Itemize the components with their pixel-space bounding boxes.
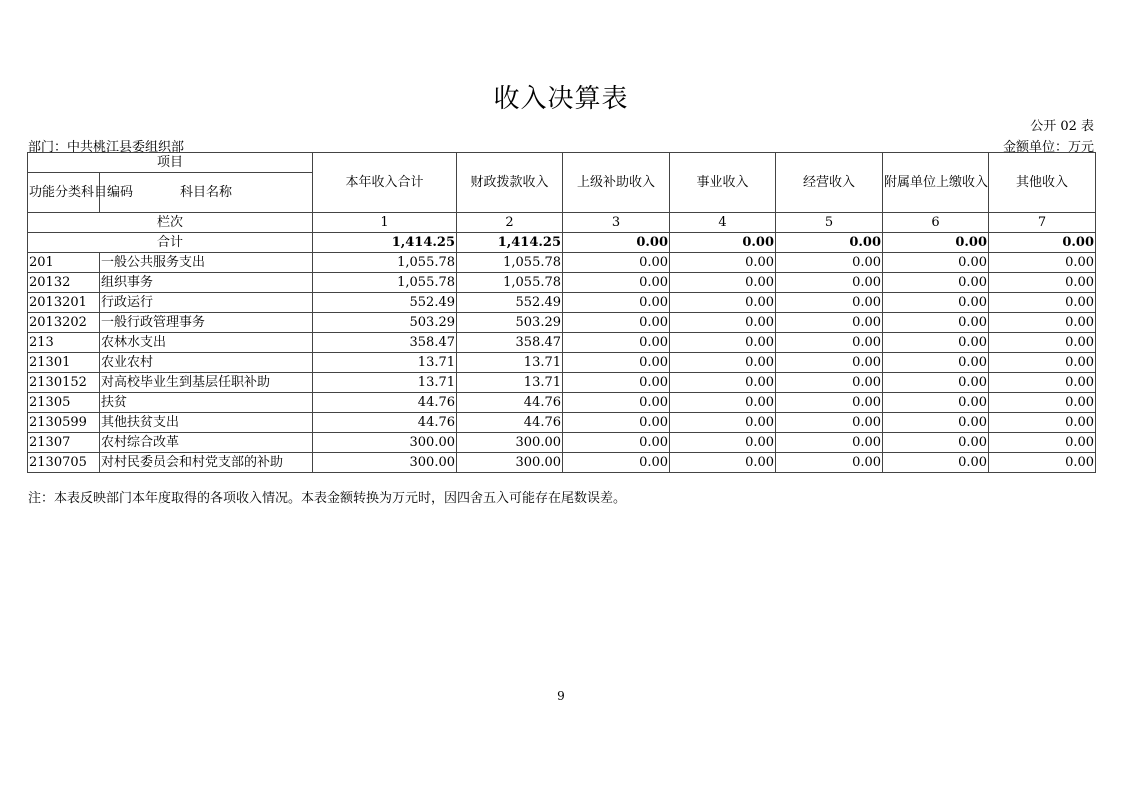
row-value: 0.00: [776, 453, 883, 473]
row-value: 0.00: [563, 313, 670, 333]
row-value: 44.76: [313, 393, 457, 413]
row-value: 0.00: [670, 393, 776, 413]
column-header: 其他收入: [989, 153, 1096, 213]
row-value: 300.00: [457, 453, 563, 473]
row-value: 0.00: [563, 453, 670, 473]
column-number: 4: [670, 213, 776, 233]
row-value: 0.00: [883, 273, 989, 293]
table-row: [28, 453, 1096, 473]
row-code: 20132: [28, 273, 100, 293]
table-row: [28, 253, 1096, 273]
row-value: 0.00: [989, 413, 1096, 433]
row-value: 0.00: [776, 313, 883, 333]
column-number: 5: [776, 213, 883, 233]
column-number: 6: [883, 213, 989, 233]
column-header: 附属单位上缴收入: [883, 153, 989, 213]
header-row-1: [28, 153, 1096, 173]
row-value: 0.00: [670, 353, 776, 373]
table-row: [28, 413, 1096, 433]
column-header: 本年收入合计: [313, 153, 457, 213]
page-number: 9: [557, 689, 565, 703]
row-value: 0.00: [989, 393, 1096, 413]
row-value: 0.00: [670, 293, 776, 313]
column-number-label: 栏次: [28, 213, 313, 233]
row-value: 0.00: [883, 453, 989, 473]
row-value: 0.00: [776, 413, 883, 433]
income-table: [27, 152, 1096, 473]
row-code: 2013202: [28, 313, 100, 333]
total-row: [28, 233, 1096, 253]
table-row: [28, 373, 1096, 393]
total-label: 合计: [28, 233, 313, 253]
row-value: 0.00: [989, 273, 1096, 293]
total-value: 0.00: [670, 233, 776, 253]
row-code: 21307: [28, 433, 100, 453]
table-row: [28, 293, 1096, 313]
total-value: 0.00: [989, 233, 1096, 253]
row-code: 21305: [28, 393, 100, 413]
row-value: 503.29: [313, 313, 457, 333]
column-number: 1: [313, 213, 457, 233]
row-value: 1,055.78: [457, 273, 563, 293]
row-value: 0.00: [883, 373, 989, 393]
row-value: 1,055.78: [313, 253, 457, 273]
row-value: 0.00: [776, 273, 883, 293]
total-value: 0.00: [883, 233, 989, 253]
column-header: 上级补助收入: [563, 153, 670, 213]
row-value: 0.00: [776, 373, 883, 393]
row-code: 201: [28, 253, 100, 273]
row-value: 0.00: [563, 293, 670, 313]
row-value: 300.00: [313, 453, 457, 473]
row-name: 扶贫: [100, 393, 313, 413]
row-value: 300.00: [313, 433, 457, 453]
table-row: [28, 353, 1096, 373]
row-name: 农业农村: [100, 353, 313, 373]
row-value: 552.49: [313, 293, 457, 313]
row-value: 0.00: [670, 333, 776, 353]
row-value: 0.00: [563, 353, 670, 373]
column-number: 3: [563, 213, 670, 233]
table-row: [28, 273, 1096, 293]
row-value: 13.71: [457, 353, 563, 373]
table-row: [28, 393, 1096, 413]
row-value: 0.00: [563, 253, 670, 273]
footnote: 注：本表反映部门本年度取得的各项收入情况。本表金额转换为万元时，因四舍五入可能存在尾数误差。: [28, 491, 627, 506]
row-value: 0.00: [883, 253, 989, 273]
row-value: 0.00: [563, 273, 670, 293]
row-value: 0.00: [776, 393, 883, 413]
code-header: 功能分类科目编码: [28, 173, 100, 213]
column-number: 2: [457, 213, 563, 233]
unit-label: 金额单位：万元: [1002, 140, 1094, 155]
column-header: 经营收入: [776, 153, 883, 213]
row-value: 0.00: [989, 333, 1096, 353]
row-value: 0.00: [670, 373, 776, 393]
row-value: 0.00: [883, 413, 989, 433]
row-value: 0.00: [563, 373, 670, 393]
row-value: 0.00: [989, 253, 1096, 273]
row-code: 2130705: [28, 453, 100, 473]
page-title: 收入决算表: [493, 84, 629, 114]
row-code: 2013201: [28, 293, 100, 313]
row-value: 0.00: [670, 273, 776, 293]
row-name: 其他扶贫支出: [100, 413, 313, 433]
row-value: 1,055.78: [313, 273, 457, 293]
row-value: 13.71: [457, 373, 563, 393]
row-value: 358.47: [313, 333, 457, 353]
row-name: 一般行政管理事务: [100, 313, 313, 333]
row-value: 0.00: [989, 313, 1096, 333]
row-value: 13.71: [313, 373, 457, 393]
row-name: 农林水支出: [100, 333, 313, 353]
row-value: 0.00: [883, 293, 989, 313]
row-value: 552.49: [457, 293, 563, 313]
row-value: 0.00: [776, 293, 883, 313]
column-header: 财政拨款收入: [457, 153, 563, 213]
row-name: 对高校毕业生到基层任职补助: [100, 373, 313, 393]
total-value: 0.00: [563, 233, 670, 253]
total-value: 1,414.25: [313, 233, 457, 253]
row-code: 21301: [28, 353, 100, 373]
row-value: 0.00: [670, 253, 776, 273]
department-label: 部门：中共桃江县委组织部: [28, 140, 185, 155]
row-value: 44.76: [457, 393, 563, 413]
total-value: 1,414.25: [457, 233, 563, 253]
table-row: [28, 313, 1096, 333]
row-value: 0.00: [989, 293, 1096, 313]
row-value: 300.00: [457, 433, 563, 453]
row-value: 44.76: [457, 413, 563, 433]
row-value: 1,055.78: [457, 253, 563, 273]
table-row: [28, 433, 1096, 453]
row-value: 0.00: [563, 333, 670, 353]
row-value: 503.29: [457, 313, 563, 333]
column-number: 7: [989, 213, 1096, 233]
form-number: 公开 02 表: [1030, 119, 1094, 134]
row-name: 行政运行: [100, 293, 313, 313]
row-value: 0.00: [776, 353, 883, 373]
row-value: 0.00: [563, 413, 670, 433]
row-value: 0.00: [776, 253, 883, 273]
row-value: 0.00: [776, 433, 883, 453]
row-value: 358.47: [457, 333, 563, 353]
row-value: 13.71: [313, 353, 457, 373]
name-header: 科目名称: [100, 173, 313, 213]
item-header: 项目: [28, 153, 313, 173]
row-code: 2130599: [28, 413, 100, 433]
row-value: 0.00: [776, 333, 883, 353]
column-header: 事业收入: [670, 153, 776, 213]
row-value: 0.00: [563, 393, 670, 413]
row-value: 0.00: [883, 353, 989, 373]
row-value: 0.00: [670, 313, 776, 333]
total-value: 0.00: [776, 233, 883, 253]
table-row: [28, 333, 1096, 353]
row-name: 一般公共服务支出: [100, 253, 313, 273]
row-value: 0.00: [670, 433, 776, 453]
row-code: 213: [28, 333, 100, 353]
row-value: 0.00: [883, 433, 989, 453]
row-value: 0.00: [989, 373, 1096, 393]
row-value: 0.00: [670, 413, 776, 433]
row-value: 0.00: [883, 393, 989, 413]
row-name: 组织事务: [100, 273, 313, 293]
row-value: 0.00: [989, 353, 1096, 373]
row-value: 0.00: [883, 333, 989, 353]
row-value: 44.76: [313, 413, 457, 433]
row-value: 0.00: [563, 433, 670, 453]
column-number-row: [28, 213, 1096, 233]
row-name: 对村民委员会和村党支部的补助: [100, 453, 313, 473]
row-value: 0.00: [989, 453, 1096, 473]
row-value: 0.00: [883, 313, 989, 333]
row-value: 0.00: [989, 433, 1096, 453]
row-code: 2130152: [28, 373, 100, 393]
row-name: 农村综合改革: [100, 433, 313, 453]
row-value: 0.00: [670, 453, 776, 473]
